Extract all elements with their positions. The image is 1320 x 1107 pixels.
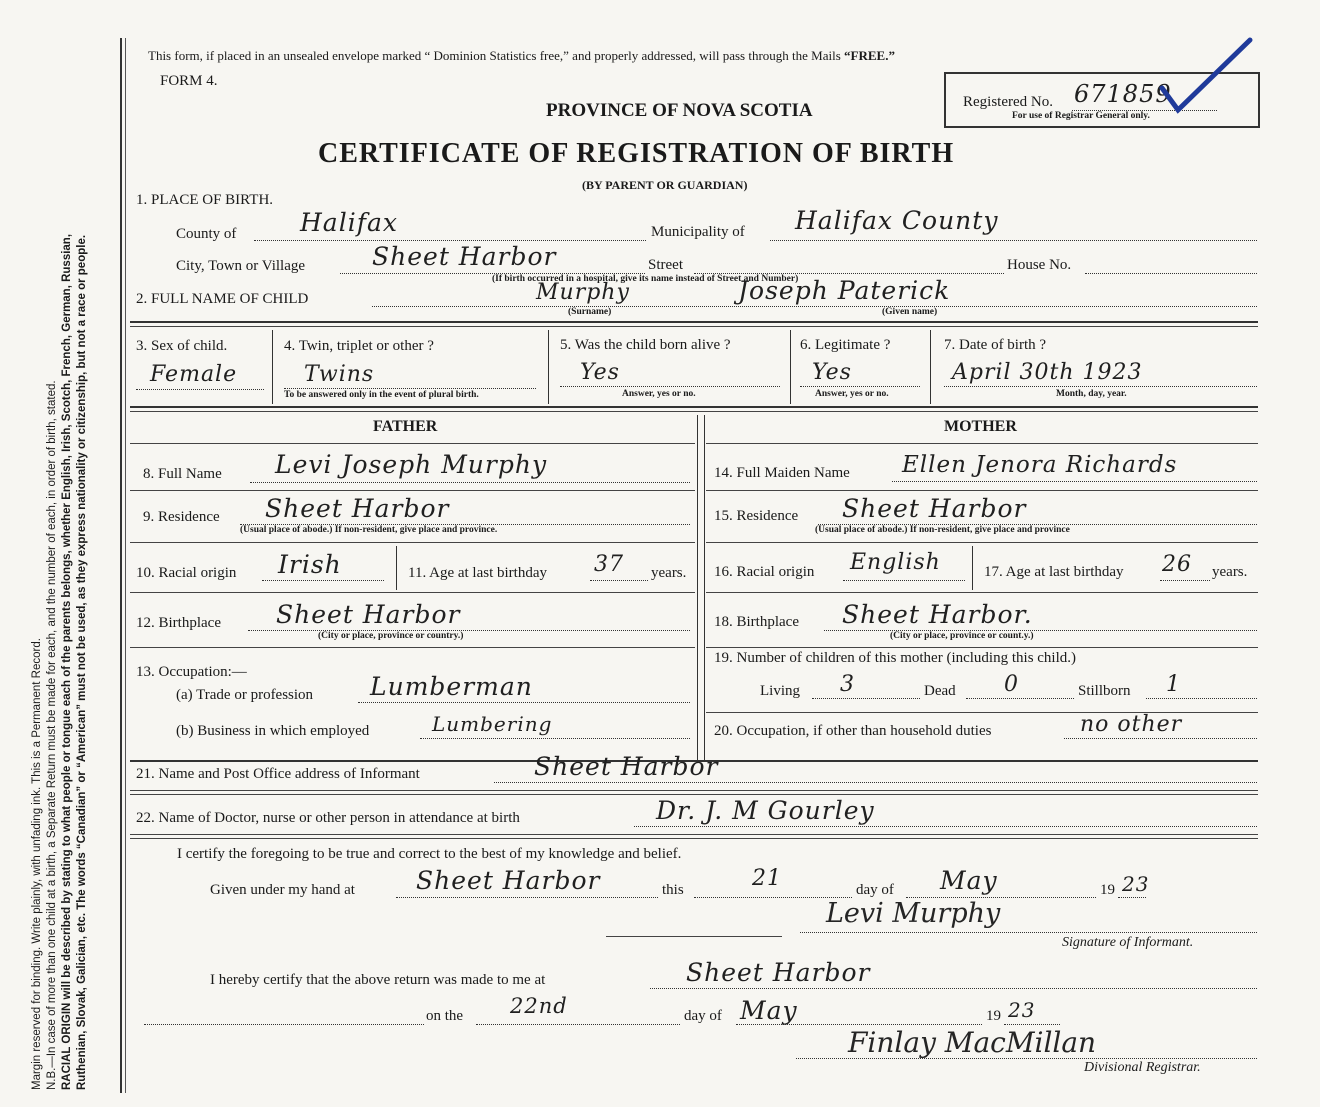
informant-signature-label: Signature of Informant. (1062, 935, 1194, 950)
county-value: Halifax (300, 208, 398, 237)
on-the-label: on the (426, 1008, 464, 1024)
trade-label: (a) Trade or profession (176, 687, 314, 703)
registered-label: Registered No. (963, 94, 1053, 110)
margin-notes (30, 30, 90, 1090)
rule-f10 (130, 592, 695, 593)
trade-line (358, 702, 690, 703)
street-label: Street (648, 257, 683, 273)
living-line (812, 698, 920, 699)
divider-16-17 (972, 546, 973, 590)
sex-value: Female (150, 362, 238, 387)
mother-race-line (843, 580, 965, 581)
checkmark-icon (1150, 36, 1260, 116)
province-heading: PROVINCE OF NOVA SCOTIA (546, 100, 813, 121)
twin-label: 4. Twin, triplet or other ? (284, 338, 434, 354)
father-name-line (250, 482, 690, 483)
father-residence-value: Sheet Harbor (265, 494, 450, 523)
business-label: (b) Business in which employed (176, 723, 370, 739)
place-of-birth-label: 1. PLACE OF BIRTH. (136, 192, 274, 208)
mother-birthplace-line (824, 630, 1257, 631)
given-day: 21 (752, 866, 782, 891)
mother-age-label: 17. Age at last birthday (984, 564, 1124, 580)
year-line (1118, 897, 1146, 898)
divider-6-7 (930, 330, 931, 404)
father-age-label: 11. Age at last birthday (408, 565, 547, 581)
registrar-signature-label: Divisional Registrar. (1084, 1060, 1201, 1075)
mother-name-line (892, 481, 1257, 482)
mother-occupation-value: no other (1080, 712, 1183, 737)
given-month: May (940, 866, 998, 895)
father-birthplace-value: Sheet Harbor (276, 600, 461, 629)
given-place: Sheet Harbor (416, 866, 601, 895)
certificate-subtitle: (BY PARENT OR GUARDIAN) (582, 178, 748, 192)
dead-label: Dead (924, 683, 956, 699)
binding-rule-inner (125, 38, 126, 1093)
father-residence-label: 9. Residence (143, 509, 220, 525)
rule-f8 (130, 490, 695, 491)
rule-heading-right (706, 443, 1258, 444)
doctor-value: Dr. J. M Gourley (656, 796, 875, 825)
mother-occupation-label: 20. Occupation, if other than household duties (714, 723, 992, 739)
rule-21-b (130, 794, 1258, 795)
certificate-title: CERTIFICATE OF REGISTRATION OF BIRTH (318, 138, 955, 169)
father-age-line (590, 580, 648, 581)
stillborn-label: Stillborn (1078, 683, 1131, 699)
divider-5-6 (790, 330, 791, 404)
divider-10-11 (396, 546, 397, 590)
city-label: City, Town or Village (176, 258, 306, 274)
registrar-year-line (1004, 1024, 1060, 1025)
legitimate-label: 6. Legitimate ? (800, 337, 891, 353)
informant-signature-line (606, 936, 782, 937)
rule-22 (130, 834, 1258, 835)
father-age-value: 37 (594, 552, 624, 577)
form-number: FORM 4. (160, 73, 218, 89)
registrar-year: 23 (1008, 998, 1036, 1022)
informant-signature: Levi Murphy (826, 898, 1001, 929)
sex-label: 3. Sex of child. (136, 338, 228, 354)
municipality-value: Halifax County (795, 206, 999, 235)
mother-birthplace-label: 18. Birthplace (714, 614, 799, 630)
given-label: Given under my hand at (210, 882, 355, 898)
business-line (420, 738, 690, 739)
registrar-day-line (476, 1024, 680, 1025)
stillborn-value: 1 (1166, 672, 1181, 697)
child-surname: Murphy (536, 280, 630, 305)
house-line (1085, 273, 1257, 274)
child-name-line (372, 306, 1257, 307)
mother-heading: MOTHER (944, 418, 1017, 435)
father-heading: FATHER (373, 418, 438, 435)
rule-top-grid (130, 321, 1258, 323)
informant-signature-dots (800, 932, 1257, 933)
mother-birthplace-value: Sheet Harbor. (842, 600, 1033, 629)
mother-name-label: 14. Full Maiden Name (714, 465, 850, 481)
rule-parents-2 (130, 411, 1258, 412)
living-label: Living (760, 683, 800, 699)
given-year: 23 (1122, 872, 1150, 896)
mother-years: years. (1212, 564, 1248, 580)
mother-occupation-line (1064, 738, 1257, 739)
alive-label: 5. Was the child born alive ? (560, 337, 731, 353)
parents-divider-2 (704, 415, 705, 760)
twin-value: Twins (304, 362, 375, 387)
registrar-day-of-label: day of (684, 1008, 722, 1024)
doctor-line (634, 826, 1257, 827)
informant-label: 21. Name and Post Office address of Informant (136, 766, 420, 782)
doctor-label: 22. Name of Doctor, nurse or other person in attendance at birth (136, 810, 520, 826)
dob-label: 7. Date of birth ? (944, 337, 1047, 353)
stillborn-line (1146, 698, 1257, 699)
rule-f9 (130, 542, 695, 543)
father-race-value: Irish (278, 550, 342, 579)
trade-value: Lumberman (370, 672, 533, 701)
rule-22-b (130, 838, 1258, 839)
legitimate-value: Yes (812, 360, 852, 385)
alive-note: Answer, yes or no. (622, 389, 696, 399)
sex-line (136, 389, 264, 390)
child-given-name: Joseph Paterick (738, 276, 951, 305)
registrar-signature-line (796, 1058, 1257, 1059)
informant-value: Sheet Harbor (534, 752, 719, 781)
informant-line (494, 782, 1257, 783)
living-value: 3 (840, 672, 855, 697)
rule-f12 (130, 647, 695, 648)
rule-m18 (706, 647, 1258, 648)
twin-note: To be answered only in the event of plural birth. (284, 390, 479, 400)
father-race-line (262, 580, 384, 581)
registrar-day: 22nd (510, 994, 568, 1018)
hospital-note: (If birth occurred in a hospital, give its name instead of Street and Number) (492, 274, 799, 284)
rule-parents (130, 406, 1258, 408)
mail-note-text: This form, if placed in an unsealed envelope marked “ Dominion Statistics free,” and properly addressed, will pass through the Mails (148, 48, 841, 63)
legitimate-line (800, 386, 920, 387)
legitimate-note: Answer, yes or no. (815, 389, 889, 399)
alive-value: Yes (580, 360, 620, 385)
mother-race-value: English (850, 550, 941, 575)
mother-race-label: 16. Racial origin (714, 564, 815, 580)
registrar-year-prefix: 19 (986, 1008, 1001, 1024)
registrar-place: Sheet Harbor (686, 958, 871, 987)
municipality-line (770, 240, 1257, 241)
alive-line (560, 386, 780, 387)
twin-line (284, 388, 536, 389)
father-race-label: 10. Racial origin (136, 565, 237, 581)
city-value: Sheet Harbor (372, 242, 557, 271)
father-birthplace-line (248, 630, 690, 631)
rule-m16 (706, 592, 1258, 593)
rule-top-grid-2 (130, 326, 1258, 327)
mother-birthplace-note: (City or place, province or count.y.) (890, 631, 1034, 641)
margin-note-4: Ruthenian, Slovak, Galician, etc. The words “Canadian” or “American” must not be used, as they express nationality or citizenship, but not a race or people. (76, 234, 88, 1090)
father-years: years. (651, 565, 687, 581)
registrar-signature: Finlay MacMillan (848, 1026, 1097, 1059)
this-label: this (662, 882, 684, 898)
dead-line (966, 698, 1074, 699)
surname-note: (Surname) (568, 307, 612, 317)
certification-statement: I certify the foregoing to be true and correct to the best of my knowledge and belief. (177, 846, 682, 862)
mail-note-free: “FREE.” (844, 48, 895, 63)
margin-note-1: Margin reserved for binding. Write plainly, with unfading ink. This is a Permanent Record. (31, 638, 43, 1090)
county-label: County of (176, 226, 237, 242)
father-birthplace-note: (City or place, province or country.) (318, 631, 464, 641)
margin-note-2: N.B.—In case of more than one child at a birth, a Separate Return must be made for each, and the number of each, in order of birth, stated. (46, 380, 58, 1090)
mother-residence-note: (Usual place of abode.) If non-resident, give place and province (815, 525, 1070, 535)
county-line (254, 240, 646, 241)
mother-age-value: 26 (1162, 552, 1192, 577)
father-name-label: 8. Full Name (143, 466, 222, 482)
rule-21 (130, 790, 1258, 791)
registrar-note: For use of Registrar General only. (1012, 111, 1150, 121)
dead-value: 0 (1004, 672, 1019, 697)
registrar-statement: I hereby certify that the above return was made to me at (210, 972, 546, 988)
given-line (396, 897, 658, 898)
child-name-label: 2. FULL NAME OF CHILD (136, 291, 309, 307)
registrar-place-line (650, 988, 1257, 989)
divider-3-4 (272, 330, 273, 404)
year-prefix: 19 (1100, 882, 1115, 898)
father-birthplace-label: 12. Birthplace (136, 615, 221, 631)
given-name-note: (Given name) (882, 307, 938, 317)
parents-divider (697, 415, 698, 760)
mother-residence-value: Sheet Harbor (842, 494, 1027, 523)
house-label: House No. (1007, 257, 1072, 273)
binding-rule (120, 38, 122, 1093)
business-value: Lumbering (432, 712, 553, 736)
mother-name-value: Ellen Jenora Richards (902, 452, 1178, 478)
occupation-label: 13. Occupation:— (136, 664, 247, 680)
mother-age-line (1160, 580, 1210, 581)
mail-note (148, 48, 895, 64)
father-name-value: Levi Joseph Murphy (275, 450, 548, 479)
registrar-lead-line (144, 1024, 424, 1025)
children-label: 19. Number of children of this mother (including this child.) (714, 650, 1077, 666)
dob-line (944, 386, 1257, 387)
registrar-month: May (740, 996, 798, 1025)
dob-note: Month, day, year. (1056, 389, 1127, 399)
divider-4-5 (548, 330, 549, 404)
rule-m15 (706, 542, 1258, 543)
mother-residence-label: 15. Residence (714, 508, 799, 524)
municipality-label: Municipality of (651, 224, 745, 240)
rule-heading-left (130, 443, 695, 444)
margin-note-3: RACIAL ORIGIN will be described by stating to what people or tongue each of the parents belongs, whether English, Irish, Scotch, French, German, Russian, (61, 233, 73, 1090)
registered-number: 671859 (1074, 80, 1172, 108)
father-residence-note: (Usual place of abode.) If non-resident, give place and province. (240, 525, 498, 535)
dob-value: April 30th 1923 (952, 360, 1143, 385)
day-of-label: day of (856, 882, 894, 898)
rule-m14 (706, 490, 1258, 491)
